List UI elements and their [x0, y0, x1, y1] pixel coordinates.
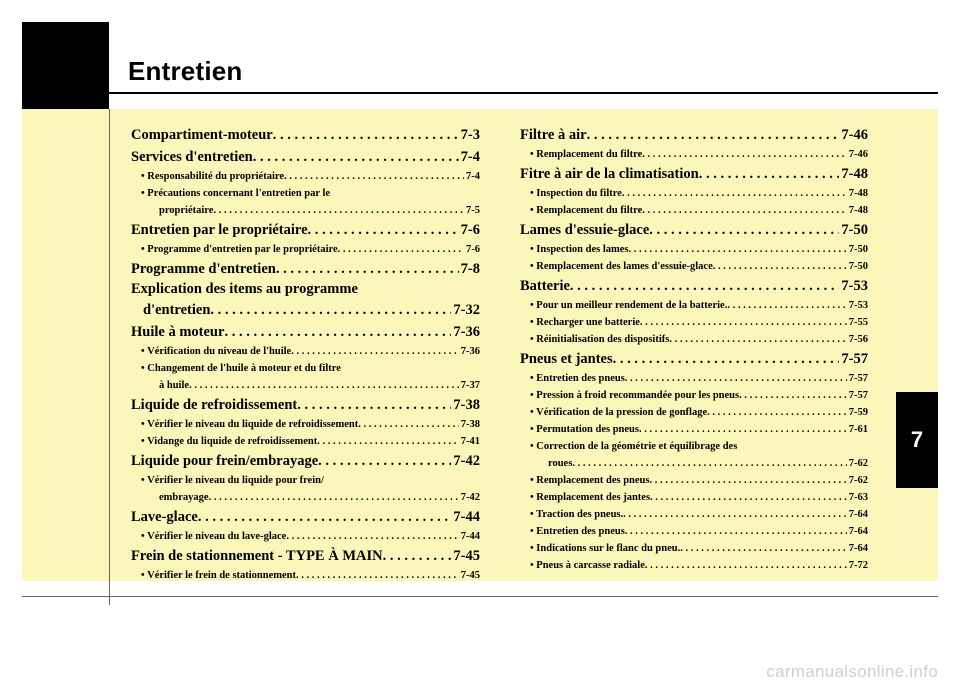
toc-entry-label: • Remplacement des jantes: [530, 492, 651, 503]
toc-entry[interactable]: [520, 404, 868, 421]
toc-entry-page: 7-6: [460, 222, 480, 238]
dot-leader: [739, 387, 847, 404]
dot-leader: [613, 348, 840, 370]
dot-leader: [587, 124, 840, 146]
toc-entry-page: 7-62: [848, 458, 868, 469]
footer-divider: [22, 596, 938, 597]
toc-entry-page: 7-38: [460, 419, 480, 430]
toc-entry-label: • Pneus à carcasse radiale: [530, 560, 645, 571]
toc-entry-label: • Remplacement du filtre: [530, 205, 643, 216]
toc-entry[interactable]: [131, 299, 480, 321]
toc-entry[interactable]: [520, 275, 868, 297]
dot-leader: [284, 168, 464, 185]
toc-entry[interactable]: [520, 540, 868, 557]
toc-entry[interactable]: [520, 146, 868, 163]
dot-leader: [713, 258, 847, 275]
toc-entry-page: 7-48: [848, 205, 868, 216]
toc-entry-label: Fitre à air de la climatisation: [520, 166, 699, 182]
dot-leader: [570, 275, 839, 297]
toc-entry-label: propriétaire: [159, 205, 214, 216]
toc-entry-label: Liquide pour frein/embrayage: [131, 453, 319, 469]
toc-entry-label: Liquide de refroidissement: [131, 397, 298, 413]
dot-leader: [297, 394, 451, 416]
dot-leader: [628, 241, 846, 258]
toc-entry[interactable]: [131, 394, 480, 416]
toc-entry-page: 7-38: [453, 397, 480, 413]
dot-leader: [623, 506, 847, 523]
dot-leader: [680, 540, 847, 557]
toc-entry-label: • Réinitialisation des dispositifs: [530, 334, 670, 345]
toc-entry-label: Frein de stationnement - TYPE À MAIN: [131, 548, 383, 564]
toc-entry-label: • Vérifier le niveau du liquide de refroidissement: [141, 419, 359, 430]
toc-entry[interactable]: [131, 168, 480, 185]
toc-subentry-head[interactable]: • Vérifier le niveau du liquide pour frein/: [141, 475, 324, 486]
toc-entry[interactable]: [520, 348, 868, 370]
toc-entry-page: 7-5: [466, 205, 480, 216]
toc-entry-page: 7-48: [841, 166, 868, 182]
toc-entry-label: Services d'entretien: [131, 149, 253, 165]
toc-entry-label: • Remplacement des lames d'essuie-glace: [530, 261, 713, 272]
dot-leader: [296, 567, 459, 584]
dot-leader: [639, 421, 847, 438]
dot-leader: [645, 557, 847, 574]
toc-entry-page: 7-53: [841, 278, 868, 294]
toc-entry[interactable]: [520, 202, 868, 219]
dot-leader: [642, 202, 847, 219]
toc-entry[interactable]: [131, 506, 480, 528]
toc-entry-label: Programme d'entretien: [131, 261, 276, 277]
toc-entry-page: 7-46: [848, 149, 868, 160]
toc-entry[interactable]: [520, 472, 868, 489]
toc-entry-page: 7-61: [848, 424, 868, 435]
toc-entry-label: roues: [548, 458, 573, 469]
toc-entry-label: • Vérification de la pression de gonflage: [530, 407, 708, 418]
toc-entry-page: 7-57: [848, 373, 868, 384]
toc-entry-label: • Entretien des pneus: [530, 373, 625, 384]
toc-entry-label: à huile: [159, 380, 190, 391]
toc-entry-page: 7-4: [460, 149, 480, 165]
dot-leader: [383, 545, 452, 567]
toc-entry-label: • Vidange du liquide de refroidissement: [141, 436, 318, 447]
toc-entry-page: 7-42: [453, 453, 480, 469]
toc-entry[interactable]: [131, 528, 480, 545]
margin-divider: [109, 109, 110, 605]
toc-entry-label: • Permutation des pneus: [530, 424, 639, 435]
footer-watermark: carmanualsonline.info: [766, 662, 938, 681]
toc-entry-label: Pneus et jantes: [520, 351, 613, 367]
dot-leader: [317, 433, 458, 450]
toc-entry-page: 7-41: [460, 436, 480, 447]
dot-leader: [727, 297, 846, 314]
dot-leader: [572, 455, 846, 472]
toc-entry-label: • Vérification du niveau de l'huile: [141, 346, 292, 357]
toc-entry-page: 7-45: [460, 570, 480, 581]
toc-entry[interactable]: [131, 450, 480, 472]
toc-entry[interactable]: [520, 258, 868, 275]
dot-leader: [253, 146, 459, 168]
toc-entry-label: Lames d'essuie-glace: [520, 222, 650, 238]
toc-entry-page: 7-63: [848, 492, 868, 503]
toc-entry[interactable]: [520, 387, 868, 404]
toc-entry[interactable]: [520, 523, 868, 540]
toc-entry-page: 7-72: [848, 560, 868, 571]
toc-entry-page: 7-59: [848, 407, 868, 418]
toc-entry-page: 7-55: [848, 317, 868, 328]
toc-entry[interactable]: [131, 489, 480, 506]
dot-leader: [189, 377, 459, 394]
toc-subentry-head[interactable]: • Correction de la géométrie et équilibrage des: [530, 441, 738, 452]
toc-entry-label: Filtre à air: [520, 127, 587, 143]
toc-entry[interactable]: [131, 321, 480, 343]
toc-subentry-head[interactable]: • Changement de l'huile à moteur et du filtre: [141, 363, 341, 374]
toc-entry[interactable]: [520, 489, 868, 506]
toc-entry-label: • Entretien des pneus: [530, 526, 625, 537]
toc-entry-page: 7-53: [848, 300, 868, 311]
dot-leader: [650, 489, 847, 506]
dot-leader: [649, 472, 846, 489]
toc-entry-page: 7-6: [466, 244, 480, 255]
toc-left-column: [131, 124, 480, 584]
toc-entry-label: embrayage: [159, 492, 209, 503]
toc-entry-page: 7-36: [460, 346, 480, 357]
toc-entry-label: • Pour un meilleur rendement de la batterie.: [530, 300, 728, 311]
dot-leader: [286, 528, 458, 545]
page-title: Entretien: [128, 56, 243, 86]
toc-entry-label: • Responsabilité du propriétaire: [141, 171, 285, 182]
dot-leader: [209, 489, 459, 506]
toc-entry[interactable]: [131, 545, 480, 567]
toc-entry-page: 7-57: [848, 390, 868, 401]
toc-entry-page: 7-64: [848, 543, 868, 554]
toc-entry-page: 7-64: [848, 509, 868, 520]
toc-entry-page: 7-42: [460, 492, 480, 503]
toc-entry-label: • Programme d'entretien par le propriétaire: [141, 244, 338, 255]
title-divider: [109, 92, 938, 94]
toc-entry-page: 7-3: [460, 127, 480, 143]
toc-entry[interactable]: [520, 506, 868, 523]
toc-entry[interactable]: [131, 433, 480, 450]
toc-entry-page: 7-62: [848, 475, 868, 486]
dot-leader: [224, 321, 451, 343]
dot-leader: [707, 404, 847, 421]
toc-entry[interactable]: [520, 557, 868, 574]
toc-entry-page: 7-8: [460, 261, 480, 277]
toc-entry-label: Batterie: [520, 278, 570, 294]
toc-entry-label: • Pression à froid recommandée pour les pneus: [530, 390, 740, 401]
dot-leader: [622, 185, 847, 202]
toc-entry-label: d'entretien: [143, 302, 211, 318]
toc-entry-page: 7-37: [460, 380, 480, 391]
dot-leader: [273, 124, 459, 146]
dot-leader: [291, 343, 459, 360]
toc-entry[interactable]: [131, 202, 480, 219]
toc-entry-label: Compartiment-moteur: [131, 127, 273, 143]
toc-entry[interactable]: [520, 331, 868, 348]
toc-entry-page: 7-50: [848, 261, 868, 272]
toc-entry[interactable]: [131, 241, 480, 258]
toc-entry[interactable]: [131, 146, 480, 168]
dot-leader: [625, 523, 847, 540]
dot-leader: [358, 416, 458, 433]
toc-entry-page: 7-44: [453, 509, 480, 525]
toc-entry[interactable]: [520, 297, 868, 314]
toc-entry[interactable]: [520, 124, 868, 146]
toc-entry-page: 7-56: [848, 334, 868, 345]
toc-entry[interactable]: [520, 163, 868, 185]
dot-leader: [210, 299, 451, 321]
toc-entry-label: • Remplacement du filtre: [530, 149, 643, 160]
toc-entry[interactable]: [520, 370, 868, 387]
toc-entry[interactable]: [131, 377, 480, 394]
toc-entry-label: • Inspection du filtre: [530, 188, 622, 199]
toc-entry-label: • Inspection des lames: [530, 244, 629, 255]
dot-leader: [649, 219, 839, 241]
dot-leader: [699, 163, 840, 185]
toc-entry[interactable]: [520, 241, 868, 258]
dot-leader: [642, 146, 847, 163]
toc-entry-label: • Remplacement des pneus: [530, 475, 650, 486]
toc-entry-label: • Recharger une batterie: [530, 317, 640, 328]
toc-entry-page: 7-50: [841, 222, 868, 238]
toc-entry[interactable]: [131, 124, 480, 146]
toc-entry-label: Huile à moteur: [131, 324, 225, 340]
toc-entry-page: 7-50: [848, 244, 868, 255]
toc-entry[interactable]: [520, 455, 868, 472]
toc-entry-head[interactable]: Explication des items au programme: [131, 281, 358, 297]
dot-leader: [213, 202, 464, 219]
toc-entry[interactable]: [131, 258, 480, 280]
toc-entry-label: • Vérifier le frein de stationnement: [141, 570, 297, 581]
toc-entry-page: 7-64: [848, 526, 868, 537]
toc-entry-page: 7-36: [453, 324, 480, 340]
toc-entry-page: 7-46: [841, 127, 868, 143]
toc-entry-page: 7-32: [453, 302, 480, 318]
dot-leader: [308, 219, 459, 241]
toc-entry-label: Lave-glace: [131, 509, 198, 525]
toc-entry-label: • Vérifier le niveau du lave-glace: [141, 531, 287, 542]
toc-entry-label: • Traction des pneus.: [530, 509, 624, 520]
toc-entry-page: 7-57: [841, 351, 868, 367]
toc-entry-page: 7-45: [453, 548, 480, 564]
toc-entry[interactable]: [131, 416, 480, 433]
toc-entry[interactable]: [131, 343, 480, 360]
toc-entry-page: 7-48: [848, 188, 868, 199]
toc-entry-page: 7-4: [466, 171, 480, 182]
dot-leader: [669, 331, 846, 348]
dot-leader: [318, 450, 451, 472]
dot-leader: [338, 241, 464, 258]
toc-entry[interactable]: [131, 567, 480, 584]
toc-entry-page: 7-44: [460, 531, 480, 542]
chapter-tab[interactable]: 7: [896, 392, 938, 488]
toc-entry[interactable]: [520, 421, 868, 438]
toc-entry[interactable]: [520, 219, 868, 241]
toc-subentry-head[interactable]: • Précautions concernant l'entretien par le: [141, 188, 331, 199]
toc-entry-label: Entretien par le propriétaire: [131, 222, 308, 238]
toc-right-column: [520, 124, 868, 574]
dot-leader: [198, 506, 452, 528]
dot-leader: [625, 370, 847, 387]
toc-entry[interactable]: [131, 219, 480, 241]
toc-entry[interactable]: [520, 185, 868, 202]
dot-leader: [276, 258, 459, 280]
corner-black-block: [22, 22, 109, 109]
toc-entry-label: • Indications sur le flanc du pneu.: [530, 543, 681, 554]
dot-leader: [640, 314, 847, 331]
toc-entry[interactable]: [520, 314, 868, 331]
